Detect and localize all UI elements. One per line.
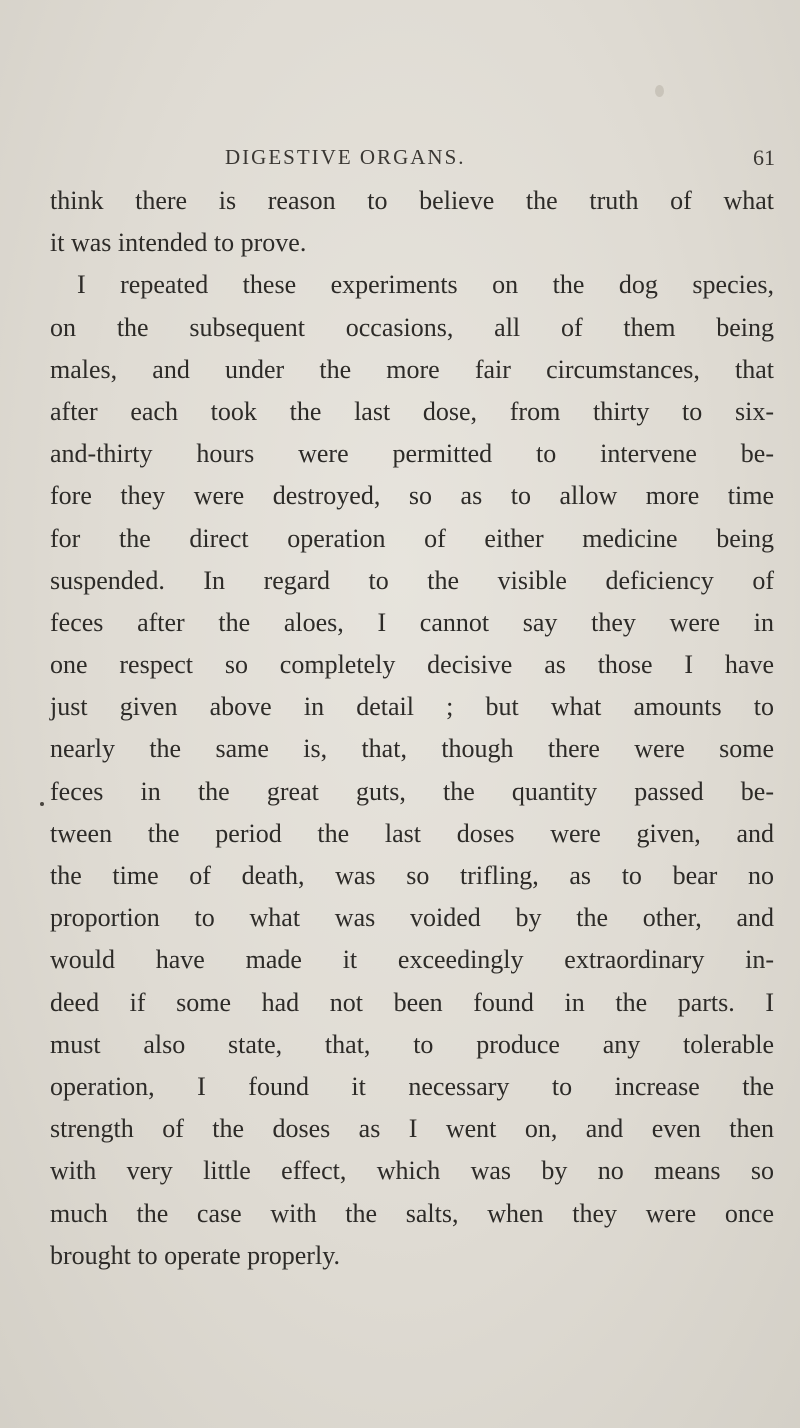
text-line: much the case with the salts, when they were once [50, 1198, 774, 1228]
text-line: tween the period the last doses were given, and [50, 818, 774, 848]
page-number: 61 [753, 145, 775, 170]
body-text [50, 180, 774, 1277]
text-line: feces in the great guts, the quantity passed be- [50, 776, 774, 806]
text-line: on the subsequent occasions, all of them being [50, 312, 774, 342]
paper-blemish [655, 85, 664, 97]
text-line: after each took the last dose, from thirty to six- [50, 396, 774, 426]
text-line: must also state, that, to produce any tolerable [50, 1029, 774, 1059]
text-line: deed if some had not been found in the parts. I [50, 987, 774, 1017]
text-line: it was intended to prove. [50, 228, 307, 258]
text-line: think there is reason to believe the truth of what [50, 186, 774, 215]
text-line: the time of death, was so trifling, as to bear no [50, 861, 774, 890]
text-line: for the direct operation of either medicine being [50, 523, 774, 553]
text-line: operation, I found it necessary to increase the [50, 1071, 774, 1101]
margin-speck [40, 802, 44, 806]
running-title: DIGESTIVE ORGANS. [225, 145, 466, 169]
text-line: suspended. In regard to the visible deficiency of [50, 565, 774, 595]
text-line: and-thirty hours were permitted to intervene be- [50, 439, 774, 469]
text-line: feces after the aloes, I cannot say they were in [50, 607, 774, 637]
text-line: proportion to what was voided by the other, and [50, 903, 774, 933]
text-line: I repeated these experiments on the dog species, [77, 270, 774, 300]
running-head [0, 145, 800, 175]
text-line: fore they were destroyed, so as to allow more time [50, 481, 774, 511]
text-line: strength of the doses as I went on, and even then [50, 1114, 774, 1144]
text-line: brought to operate properly. [50, 1240, 340, 1270]
text-line: males, and under the more fair circumstances, that [50, 354, 774, 384]
text-line: with very little effect, which was by no means so [50, 1156, 774, 1186]
text-line: just given above in detail ; but what amounts to [50, 692, 774, 722]
text-line: would have made it exceedingly extraordinary in- [50, 945, 774, 975]
text-line: nearly the same is, that, though there were some [50, 734, 774, 764]
text-line: one respect so completely decisive as those I have [50, 650, 774, 680]
